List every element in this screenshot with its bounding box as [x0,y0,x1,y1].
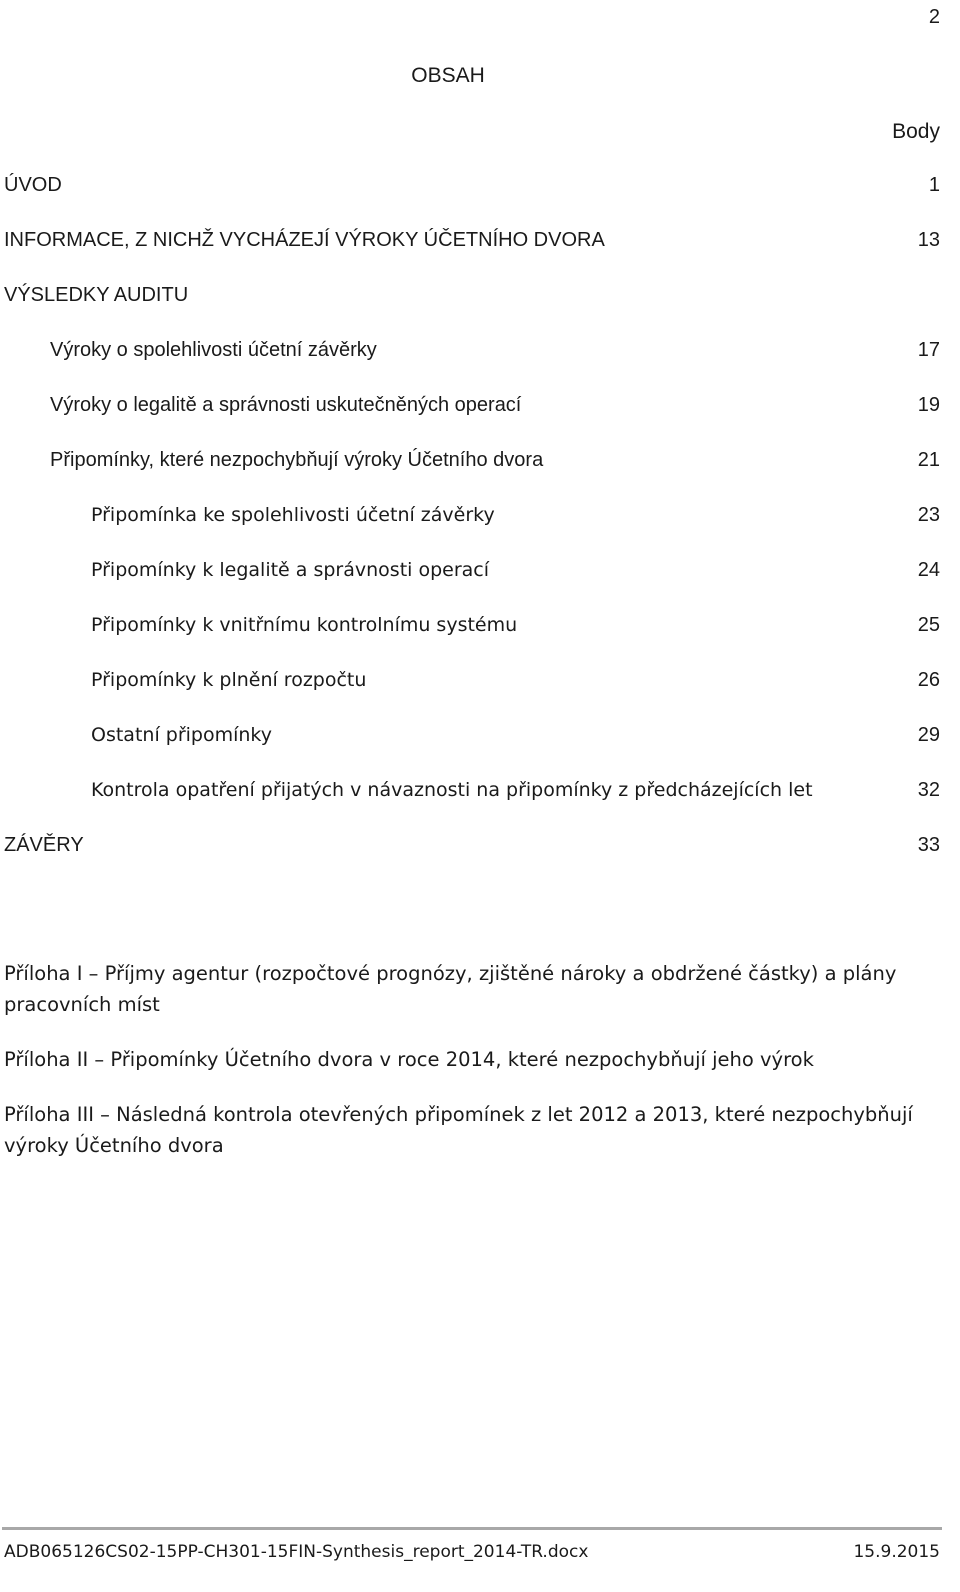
toc-entry-pripominky[interactable] [4,445,940,481]
footer-date: 15.9.2015 [853,1542,940,1562]
toc-entry-page: 17 [917,339,940,361]
annex-item-2[interactable]: Příloha II – Připomínky Účetního dvora v roce 2014, které nezpochybňují jeho výrok [4,1048,814,1071]
toc-entry-pripominka-spolehlivost[interactable] [4,500,940,536]
toc-entry-kontrola-opatreni[interactable] [4,775,940,811]
toc-entry-label: INFORMACE, Z NICHŽ VYCHÁZEJÍ VÝROKY ÚČETNÍHO DVORA [4,229,605,251]
toc-entry-vysledky-auditu[interactable] [4,280,940,316]
toc-entry-page: 32 [917,779,940,801]
annex-item-1[interactable]: Příloha I – Příjmy agentur (rozpočtové prognózy, zjištěné nároky a obdržené částky) a plány pracovních míst [4,962,897,1016]
toc-entry-label: Výroky o legalitě a správnosti uskutečněných operací [50,394,522,416]
toc-entry-label: ZÁVĚRY [4,834,84,856]
toc-entry-label: ÚVOD [4,174,62,196]
toc-entry-ostatni-pripominky[interactable] [4,720,940,756]
toc-entry-vyroky-legalita[interactable] [4,390,940,426]
toc-entry-label: Připomínka ke spolehlivosti účetní závěrky [91,504,495,526]
toc-entry-label: Kontrola opatření přijatých v návaznosti na připomínky z předcházejících let [91,779,813,801]
toc-entry-page: 19 [917,394,940,416]
toc-entry-uvod[interactable] [4,170,940,206]
toc-title: OBSAH [411,64,485,87]
page-number: 2 [928,6,940,28]
toc-entry-vyroky-spolehlivost[interactable] [4,335,940,371]
toc-entry-zavery[interactable] [4,830,940,866]
toc-entry-pripominky-kontrolni-system[interactable] [4,610,940,646]
toc-entry-page: 24 [917,559,940,581]
footer-filename: ADB065126CS02-15PP-CH301-15FIN-Synthesis_report_2014-TR.docx [4,1542,589,1562]
annex-list [4,958,940,1185]
toc-entry-label: VÝSLEDKY AUDITU [4,284,189,306]
toc-entry-pripominky-rozpocet[interactable] [4,665,940,701]
toc-entry-label: Připomínky, které nezpochybňují výroky Účetního dvora [50,449,544,471]
page-column-header: Body [892,120,940,143]
annex-item-3[interactable]: Příloha III – Následná kontrola otevřených připomínek z let 2012 a 2013, které nezpochybňují výroky Účetního dvora [4,1103,913,1157]
toc-entry-pripominky-legalita[interactable] [4,555,940,591]
toc-entry-page: 21 [917,449,940,471]
footer-divider [2,1527,942,1530]
toc-entry-page: 23 [917,504,940,526]
toc-entry-label: Ostatní připomínky [91,724,272,746]
toc-entry-page: 33 [917,834,940,856]
toc-entry-label: Připomínky k plnění rozpočtu [91,669,367,691]
toc-entry-informace[interactable] [4,225,940,261]
toc-entry-label: Připomínky k vnitřnímu kontrolnímu systému [91,614,518,636]
toc-entry-page: 13 [917,229,940,251]
toc-entry-page: 1 [928,174,940,196]
toc-entry-page: 25 [917,614,940,636]
toc-entry-label: Výroky o spolehlivosti účetní závěrky [50,339,377,361]
toc-entry-page: 26 [917,669,940,691]
toc-entry-label: Připomínky k legalitě a správnosti operací [91,559,490,581]
toc-entry-page: 29 [917,724,940,746]
